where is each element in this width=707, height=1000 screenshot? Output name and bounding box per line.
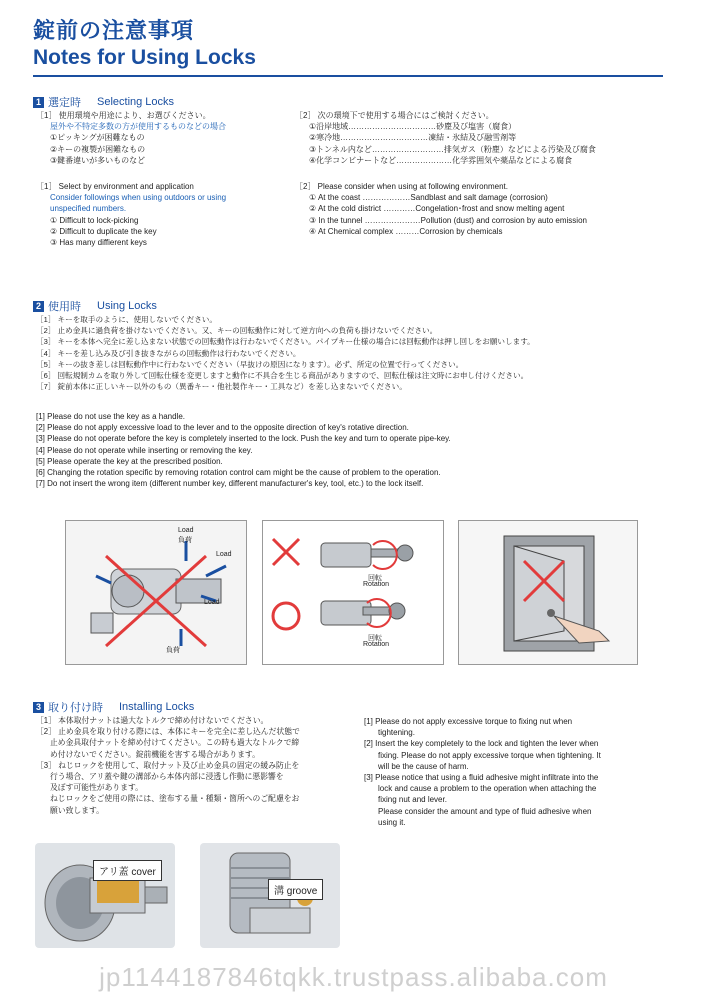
list-item: ［4］ キーを差し込み及び引き抜きながらの回転動作は行わないでください。 — [36, 348, 301, 358]
list-item: ねじロックをご使用の際には、塗布する量・種類・箇所へのご配慮をお — [50, 794, 300, 804]
list-item: ［2］ 止め金具を取り付ける際には、本体にキーを完全に差し込んだ状態で — [36, 727, 300, 737]
rotation-label-jp: 回転 — [368, 635, 382, 642]
list-item: ② Difficult to duplicate the key — [50, 226, 157, 236]
section1-title-en: Selecting Locks — [97, 96, 175, 108]
list-item: ［6］ 回転規制カムを取り外して回転仕様を変更しますと動作に不具合を生じる商品がありますので、回転仕様は注文時にお申し付けください。 — [36, 371, 529, 381]
key-insert-illustration — [263, 521, 443, 664]
list-item: 止め金具取付ナットを締め付けてください。この時も過大なトルクで締 — [50, 738, 300, 748]
section1-left-en — [36, 181, 226, 248]
load-label-jp: 負荷 — [166, 647, 180, 654]
section3-en-list — [364, 716, 601, 828]
list-item: ① At the coast ………………Sandblast and salt damage (corrosion) — [309, 193, 548, 203]
rotation-label-en: Rotation — [363, 641, 390, 648]
lock-cover-photo — [35, 843, 175, 948]
list-item: fixing nut and lever. — [378, 795, 447, 805]
list-item: [4] Please do not operate while inserting or removing the key. — [36, 445, 253, 455]
figure-key-insert-panel — [262, 520, 444, 665]
list-item: ②キーの複製が困難なもの — [50, 144, 146, 154]
list-item: tightening. — [378, 728, 415, 738]
section1-number: 1 — [33, 97, 44, 108]
section1-heading — [33, 94, 174, 110]
list-item: ①沿岸地域……………………………砂塵及び塩害（腐食） — [309, 122, 517, 132]
list-item: ［5］ キーの抜き差しは回転動作中に行わないでください（早抜けの原因になります）。必ず、所定の位置で行ってください。 — [36, 359, 464, 369]
list-item: ②寒冷地……………………………凍結・氷結及び融雪剤等 — [309, 133, 517, 143]
list-item: [2] Insert the key completely to the lock and tighten the lever when — [364, 739, 599, 749]
lock-load-illustration — [66, 521, 246, 664]
rotation-label-jp: 回転 — [368, 575, 382, 582]
section1-right-en — [295, 181, 587, 237]
section1-title-jp: 選定時 — [48, 97, 81, 109]
list-item: using it. — [378, 817, 406, 827]
list-item: [1] Please do not apply excessive torque to fixing nut when — [364, 717, 573, 726]
section2-title-jp: 使用時 — [48, 301, 81, 313]
section3-title-en: Installing Locks — [119, 701, 195, 713]
list-item: ［2］ Please consider when using at following environment. — [295, 182, 509, 191]
list-item: ③ In the tunnel …………………Pollution (dust) and corrosion by auto emission — [309, 215, 587, 225]
list-item: ② At the cold district …………Congelation･frost and snow melting agent — [309, 204, 565, 214]
groove-tag: 溝 groove — [268, 879, 323, 900]
list-item: [7] Do not insert the wrong item (different number key, different manufacturer's key, tool, etc.) to the lock itself. — [36, 479, 424, 489]
load-label-en: Load — [204, 599, 220, 606]
lock-cover-illustration — [35, 843, 175, 948]
section2-en-list — [36, 411, 451, 489]
section2-heading — [33, 298, 157, 314]
list-item: ［3］ キーを本体へ完全に差し込まない状態での回転動作は行わないでください。パイプキー仕様の場合には回転動作は押し回しをお願いします。 — [36, 337, 535, 347]
list-item: [3] Please notice that using a fluid adhesive might infiltrate into the — [364, 773, 599, 783]
list-item: ④化学コンビナートなど…………………化学雰囲気や薬品などによる腐食 — [309, 155, 573, 165]
list-item: 願い致します。 — [50, 805, 104, 815]
list-item: Consider followings when using outdoors or using — [50, 193, 227, 203]
list-item: [3] Please do not operate before the key is completely inserted to the lock. Push the key and turn to operate pipe-key. — [36, 434, 451, 444]
cover-tag: アリ蓋 cover — [93, 860, 162, 881]
list-item: ［3］ ねじロックを使用して、取付ナット及び止め金具の固定の緩み防止を — [36, 760, 300, 770]
list-item: unspecified numbers. — [50, 204, 127, 214]
list-item: ④ At Chemical complex ………Corrosion by chemicals — [309, 226, 503, 236]
figure-load-panel — [65, 520, 247, 665]
list-item: ③ Has many diffierent keys — [50, 238, 147, 248]
list-item: [2] Please do not apply excessive load to the lever and to the opposite direction of key's rotative direction. — [36, 423, 409, 433]
section3-jp-list — [36, 715, 300, 816]
watermark: jp1144187846tqkk.trustpass.alibaba.com — [99, 962, 608, 992]
list-item: ③トンネル内など………………………排気ガス（粉塵）などによる汚染及び腐食 — [309, 144, 596, 154]
section3-heading — [33, 699, 194, 715]
list-item: ③鍵番違いが多いものなど — [50, 155, 146, 165]
list-item: ［2］ 次の環境下で使用する場合にはご検討ください。 — [295, 111, 494, 120]
header-rule — [33, 75, 663, 77]
page-title-jp: 錠前の注意事項 — [33, 18, 195, 43]
list-item: 屋外や不特定多数の方が使用するものなどの場合 — [50, 122, 226, 132]
section1-right-jp — [295, 110, 596, 166]
cabinet-illustration — [459, 521, 637, 664]
list-item: lock and cause a problem to the operation when attaching the — [378, 784, 597, 794]
list-item: will be the cause of harm. — [378, 761, 469, 771]
list-item: ［1］ 使用環境や用途により、お選びください。 — [36, 111, 211, 120]
section2-title-en: Using Locks — [97, 300, 157, 312]
figure-cabinet-panel — [458, 520, 638, 665]
list-item: Please consider the amount and type of fluid adhesive when — [378, 806, 592, 816]
list-item: [1] Please do not use the key as a handle. — [36, 412, 185, 421]
list-item: 及ぼす可能性があります。 — [50, 783, 143, 793]
list-item: ［1］ 本体取付ナットは過大なトルクで締め付けないでください。 — [36, 716, 269, 725]
section3-title-jp: 取り付け時 — [48, 702, 103, 714]
section2-number: 2 — [33, 301, 44, 312]
list-item: ①ピッキングが困難なもの — [50, 133, 145, 143]
list-item: 行う場合、アリ蓋や鍵の溝部から本体内部に浸透し作動に悪影響を — [50, 772, 284, 782]
section2-jp-list — [36, 314, 535, 392]
list-item: [5] Please operate the key at the prescribed position. — [36, 456, 223, 466]
list-item: め付けないでください。錠前機能を害する場合があります。 — [50, 749, 260, 759]
section3-number: 3 — [33, 702, 44, 713]
list-item: ［1］ Select by environment and application — [36, 182, 194, 191]
list-item: ① Difficult to lock-picking — [50, 215, 139, 225]
list-item: ［2］ 止め金具に過負荷を掛けないでください。又、キーの回転動作に対して逆方向への負荷も掛けないでください。 — [36, 326, 438, 336]
page-title-en: Notes for Using Locks — [33, 46, 256, 69]
lock-groove-photo — [200, 843, 340, 948]
list-item: ［1］ キーを取手のように、使用しないでください。 — [36, 315, 217, 324]
rotation-label-en: Rotation — [363, 581, 390, 588]
load-label-jp: 負荷 — [178, 537, 192, 544]
list-item: [6] Changing the rotation specific by removing rotation control cam might be the cause of problem to the operation. — [36, 468, 441, 478]
list-item: ［7］ 錠前本体に正しいキー以外のもの（異番キー・他社製作キー・工具など）を差し込まないでください。 — [36, 382, 407, 392]
load-label-en: Load — [216, 551, 232, 558]
load-label-en: Load — [178, 527, 194, 534]
list-item: fixing. Please do not apply excessive torque when tightening. It — [378, 750, 601, 760]
section1-left-jp — [36, 110, 226, 166]
